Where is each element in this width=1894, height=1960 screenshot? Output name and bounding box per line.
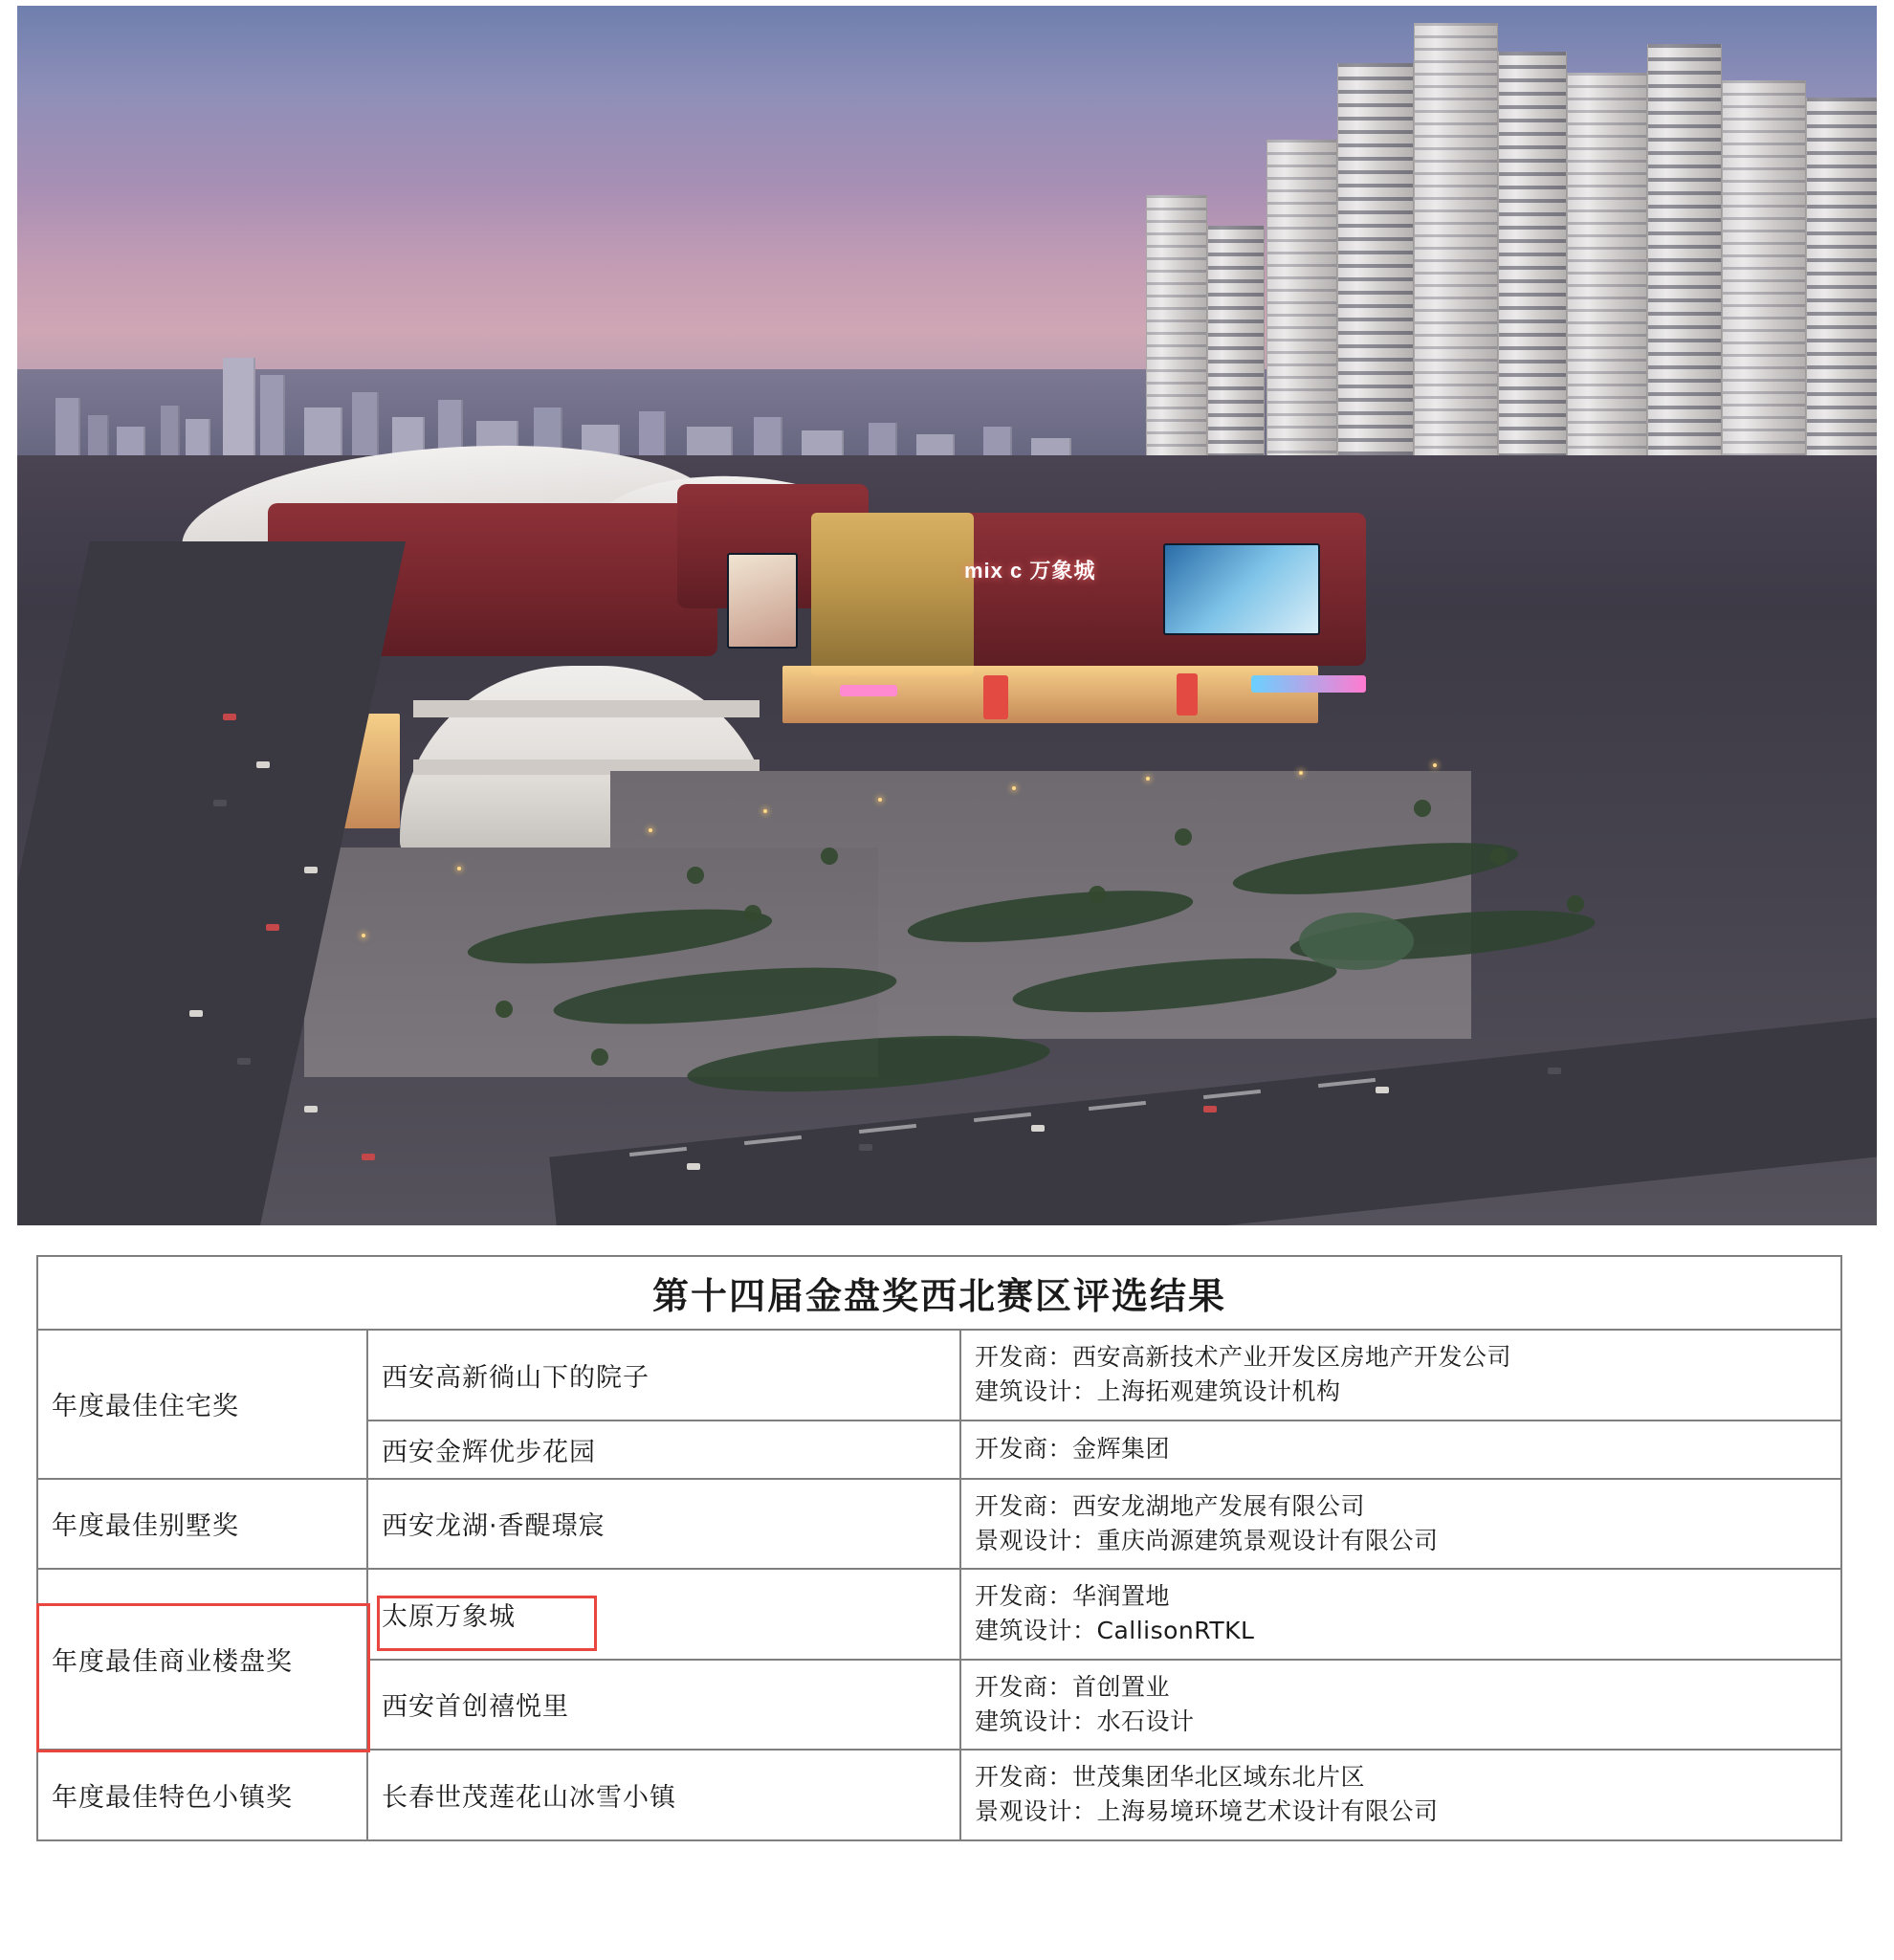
- detail-line: 开发商：首创置业: [975, 1672, 1171, 1701]
- table-row: [37, 1479, 1841, 1570]
- detail-line: 开发商：华润置地: [975, 1582, 1171, 1610]
- detail-cell: [960, 1479, 1841, 1570]
- project-cell: 西安龙湖·香醍璟宸: [367, 1479, 960, 1570]
- detail-line: 建筑设计：上海拓观建筑设计机构: [975, 1377, 1341, 1406]
- award-cell: 年度最佳特色小镇奖: [37, 1750, 367, 1840]
- led-billboard-right: [1163, 543, 1320, 635]
- table-row: [37, 1330, 1841, 1420]
- mall-sign-text: mix c 万象城: [964, 559, 1096, 583]
- detail-cell: [960, 1569, 1841, 1660]
- detail-line: 建筑设计：水石设计: [975, 1707, 1195, 1735]
- award-cell: 年度最佳别墅奖: [37, 1479, 367, 1570]
- led-billboard-left: [727, 553, 798, 649]
- photo-canvas: [17, 6, 1877, 1225]
- project-cell-highlighted: 太原万象城: [367, 1569, 960, 1660]
- detail-line: 景观设计：重庆尚源建筑景观设计有限公司: [975, 1526, 1439, 1554]
- detail-cell: [960, 1420, 1841, 1479]
- results-table-container: [36, 1255, 1840, 1841]
- project-cell: 西安高新徜山下的院子: [367, 1330, 960, 1420]
- award-cell-highlighted: 年度最佳商业楼盘奖: [37, 1569, 367, 1750]
- hero-photo: [17, 6, 1877, 1225]
- award-cell: 年度最佳住宅奖: [37, 1330, 367, 1479]
- detail-line: 景观设计：上海易境环境艺术设计有限公司: [975, 1797, 1439, 1826]
- project-cell: 西安首创禧悦里: [367, 1660, 960, 1751]
- detail-cell: [960, 1660, 1841, 1751]
- page-title: 第十四届金盘奖西北赛区评选结果: [37, 1256, 1841, 1330]
- detail-line: 建筑设计：CallisonRTKL: [975, 1617, 1255, 1645]
- detail-line: 开发商：西安龙湖地产发展有限公司: [975, 1491, 1366, 1520]
- table-title-row: [37, 1256, 1841, 1330]
- table-row: [37, 1750, 1841, 1840]
- detail-cell: [960, 1750, 1841, 1840]
- project-cell: 长春世茂莲花山冰雪小镇: [367, 1750, 960, 1840]
- detail-line: 开发商：金辉集团: [975, 1434, 1171, 1463]
- detail-line: 开发商：西安高新技术产业开发区房地产开发公司: [975, 1343, 1512, 1371]
- project-cell: 西安金辉优步花园: [367, 1420, 960, 1479]
- detail-cell: [960, 1330, 1841, 1420]
- results-table: [36, 1255, 1842, 1841]
- table-row-highlighted: [37, 1569, 1841, 1660]
- detail-line: 开发商：世茂集团华北区域东北片区: [975, 1763, 1366, 1791]
